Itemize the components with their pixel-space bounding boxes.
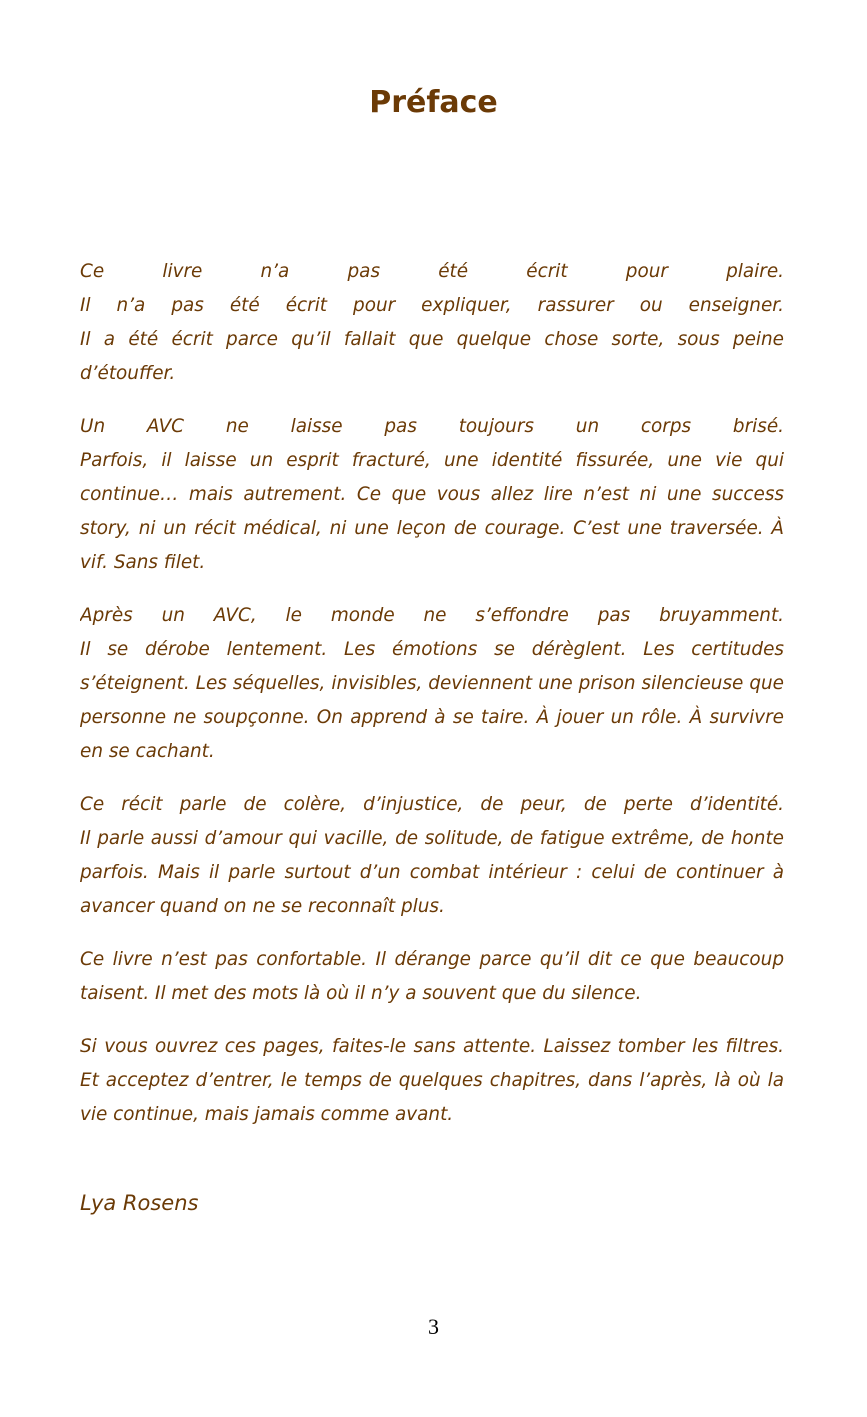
paragraph-2	[80, 410, 784, 580]
text-line: Il parle aussi d’amour qui vacille, de solitude, de fatigue extrême, de honte	[80, 828, 784, 849]
author-signature: Lya Rosens	[80, 1191, 199, 1215]
text-line: avancer quand on ne se reconnaît plus.	[80, 896, 445, 917]
text-line: vif. Sans filet.	[80, 552, 206, 573]
text-line: personne ne soupçonne. On apprend à se taire. À jouer un rôle. À survivre	[80, 707, 784, 728]
text-line: story, ni un récit médical, ni une leçon de courage. C’est une traversée. À	[80, 518, 784, 539]
text-line: Si vous ouvrez ces pages, faites-le sans attente. Laissez tomber les filtres.	[80, 1036, 784, 1057]
text-line: vie continue, mais jamais comme avant.	[80, 1104, 454, 1125]
text-line: Il a été écrit parce qu’il fallait que quelque chose sorte, sous peine	[80, 329, 784, 350]
text-line: Il n’a pas été écrit pour expliquer, rassurer ou enseigner.	[80, 295, 784, 316]
text-line: Il se dérobe lentement. Les émotions se dérèglent. Les certitudes	[80, 639, 784, 660]
text-line: Après un AVC, le monde ne s’effondre pas bruyamment.	[80, 605, 784, 626]
page-number: 3	[428, 1314, 439, 1339]
text-line: Parfois, il laisse un esprit fracturé, une identité fissurée, une vie qui	[80, 450, 784, 471]
text-line: continue… mais autrement. Ce que vous allez lire n’est ni une success	[80, 484, 784, 505]
paragraph-6	[80, 1030, 784, 1132]
text-line: s’éteignent. Les séquelles, invisibles, deviennent une prison silencieuse que	[80, 673, 784, 694]
text-line: en se cachant.	[80, 741, 215, 762]
text-line: Et acceptez d’entrer, le temps de quelques chapitres, dans l’après, là où la	[80, 1070, 784, 1091]
text-line: d’étouffer.	[80, 363, 176, 384]
text-line: taisent. Il met des mots là où il n’y a souvent que du silence.	[80, 983, 642, 1004]
text-line: Ce livre n’est pas confortable. Il dérange parce qu’il dit ce que beaucoup	[80, 949, 784, 970]
paragraph-1	[80, 255, 784, 391]
text-line: Ce récit parle de colère, d’injustice, de peur, de perte d’identité.	[80, 794, 784, 815]
paragraph-5	[80, 943, 784, 1011]
text-line: Un AVC ne laisse pas toujours un corps brisé.	[80, 416, 784, 437]
preface-body	[80, 255, 784, 1151]
text-line: parfois. Mais il parle surtout d’un combat intérieur : celui de continuer à	[80, 862, 784, 883]
paragraph-4	[80, 788, 784, 924]
paragraph-3	[80, 599, 784, 769]
text-line: Ce livre n’a pas été écrit pour plaire.	[80, 261, 784, 282]
page-title: Préface	[369, 85, 498, 120]
